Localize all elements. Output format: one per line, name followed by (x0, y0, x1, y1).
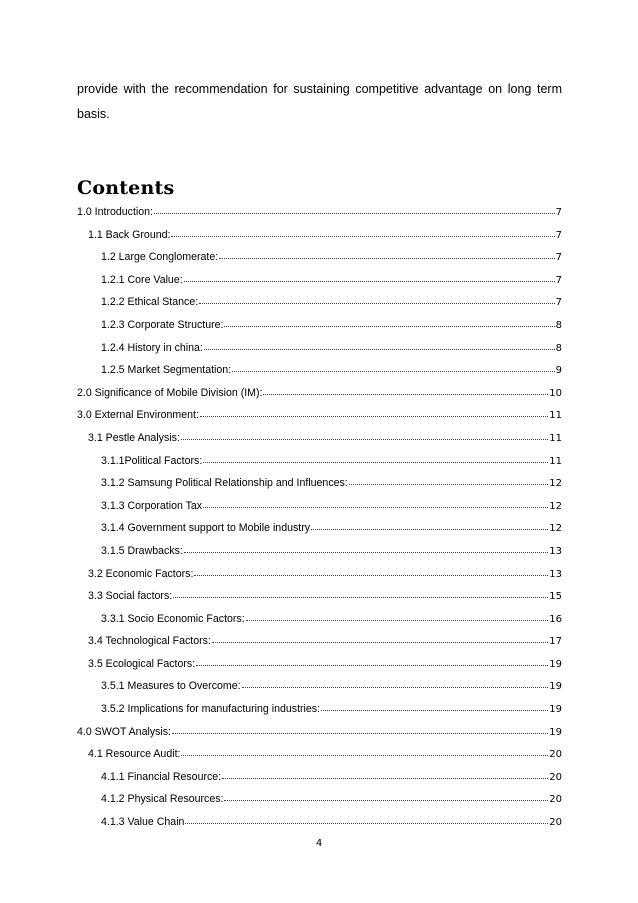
toc-entry-page: 19 (549, 658, 562, 670)
toc-dot-leader (349, 484, 549, 485)
toc-entry-label: 2.0 Significance of Mobile Division (IM): (77, 386, 263, 399)
toc-dot-leader (154, 213, 555, 214)
toc-entry-page: 17 (549, 636, 562, 648)
toc-dot-leader (224, 800, 548, 801)
toc-dot-leader (185, 823, 548, 824)
toc-entry-label: 3.3 Social factors: (88, 590, 173, 603)
toc-entry[interactable] (77, 251, 562, 274)
toc-entry-label: 3.4 Technological Factors: (88, 635, 211, 648)
toc-entry[interactable] (77, 319, 562, 342)
toc-entry[interactable] (77, 658, 562, 681)
toc-dot-leader (181, 755, 548, 756)
toc-entry[interactable] (77, 364, 562, 387)
toc-entry[interactable] (77, 296, 562, 319)
toc-entry-page: 7 (555, 207, 562, 218)
toc-entry-label: 1.0 Introduction: (77, 206, 153, 218)
toc-entry-label: 3.5 Ecological Factors: (88, 657, 196, 670)
toc-dot-leader (184, 281, 555, 282)
toc-dot-leader (204, 349, 555, 350)
toc-entry[interactable] (77, 680, 562, 703)
toc-entry-page: 19 (549, 704, 562, 716)
toc-dot-leader (263, 394, 548, 395)
toc-entry[interactable] (77, 522, 562, 545)
toc-entry[interactable] (77, 635, 562, 658)
toc-dot-leader (171, 236, 554, 237)
page-number: 4 (315, 838, 323, 849)
toc-entry-page: 12 (549, 523, 562, 535)
toc-entry[interactable] (77, 590, 562, 613)
toc-entry-label: 3.2 Economic Factors: (88, 567, 194, 580)
toc-dot-leader (194, 575, 548, 576)
toc-entry-label: 1.2.3 Corporate Structure: (101, 318, 224, 331)
toc-dot-leader (321, 710, 548, 711)
toc-entry-label: 4.0 SWOT Analysis: (77, 725, 172, 738)
toc-dot-leader (203, 462, 548, 463)
toc-dot-leader (224, 326, 554, 327)
toc-entry-page: 12 (549, 478, 562, 490)
toc-entry[interactable] (77, 545, 562, 568)
toc-entry-label: 1.2.5 Market Segmentation: (101, 364, 232, 377)
toc-entry-page: 11 (549, 432, 562, 444)
toc-dot-leader (173, 597, 548, 598)
toc-entry-page: 19 (549, 726, 562, 738)
toc-entry-label: 3.1.1Political Factors: (101, 454, 203, 467)
toc-entry-label: 3.5.1 Measures to Overcome: (101, 680, 241, 693)
toc-dot-leader (311, 529, 548, 530)
toc-entry-page: 7 (555, 297, 562, 309)
toc-entry[interactable] (77, 229, 562, 252)
toc-dot-leader (184, 552, 548, 553)
toc-entry[interactable] (77, 568, 562, 591)
toc-entry-page: 7 (555, 274, 562, 286)
toc-entry-page: 19 (549, 681, 562, 693)
toc-dot-leader (212, 642, 548, 643)
toc-entry[interactable] (77, 206, 562, 229)
toc-entry-page: 13 (549, 568, 562, 580)
toc-entry[interactable] (77, 793, 562, 816)
toc-dot-leader (203, 507, 548, 508)
intro-paragraph: provide with the recommendation for sustaining competitive advantage on long term basis. (77, 82, 562, 121)
toc-entry-page: 20 (549, 749, 562, 761)
toc-entry-label: 4.1.1 Financial Resource: (101, 770, 222, 783)
toc-dot-leader (181, 439, 548, 440)
toc-entry-page: 20 (549, 771, 562, 783)
toc-entry-page: 13 (549, 545, 562, 557)
toc-entry[interactable] (77, 771, 562, 794)
toc-entry[interactable] (77, 703, 562, 726)
toc-entry-page: 11 (549, 410, 562, 422)
toc-entry-label: 3.3.1 Socio Economic Factors: (101, 612, 245, 625)
toc-dot-leader (246, 620, 549, 621)
toc-dot-leader (219, 258, 554, 259)
toc-entry-page: 7 (555, 252, 562, 264)
toc-entry-label: 1.1 Back Ground: (88, 228, 171, 241)
toc-dot-leader (199, 303, 554, 304)
toc-entry-page: 12 (549, 500, 562, 512)
contents-heading: Contents (77, 177, 175, 199)
toc-entry-page: 8 (555, 319, 562, 331)
toc-entry-label: 3.1.3 Corporation Tax (101, 499, 203, 512)
toc-entry[interactable] (77, 455, 562, 478)
toc-entry[interactable] (77, 748, 562, 771)
toc-entry-label: 3.0 External Environment: (77, 409, 199, 422)
toc-entry[interactable] (77, 726, 562, 749)
toc-entry[interactable] (77, 409, 562, 432)
toc-entry[interactable] (77, 500, 562, 523)
toc-entry-page: 9 (555, 365, 562, 377)
toc-entry[interactable] (77, 432, 562, 455)
toc-entry[interactable] (77, 816, 562, 839)
toc-entry-label: 3.1.5 Drawbacks: (101, 544, 183, 557)
toc-entry-label: 3.5.2 Implications for manufacturing industries: (101, 703, 321, 716)
toc-entry-label: 1.2.1 Core Value: (101, 273, 183, 286)
toc-entry-page: 8 (555, 342, 562, 354)
toc-entry-label: 1.2.2 Ethical Stance: (101, 296, 199, 309)
toc-entry[interactable] (77, 613, 562, 636)
toc-entry-label: 4.1.2 Physical Resources: (101, 793, 224, 806)
toc-dot-leader (200, 416, 548, 417)
toc-dot-leader (196, 665, 548, 666)
toc-entry-page: 20 (549, 817, 562, 829)
toc-entry[interactable] (77, 477, 562, 500)
toc-dot-leader (242, 687, 549, 688)
toc-entry-label: 3.1.4 Government support to Mobile industry (101, 522, 311, 535)
toc-dot-leader (232, 371, 554, 372)
toc-dot-leader (172, 733, 548, 734)
toc-entry-label: 3.1 Pestle Analysis: (88, 431, 180, 444)
toc-entry[interactable] (77, 342, 562, 365)
toc-entry-page: 10 (549, 387, 562, 399)
toc-dot-leader (222, 778, 548, 779)
table-of-contents (77, 206, 562, 839)
toc-entry-page: 16 (549, 613, 562, 625)
toc-entry-page: 20 (549, 794, 562, 806)
toc-entry-label: 4.1.3 Value Chain (101, 816, 185, 829)
toc-entry-label: 1.2.4 History in china: (101, 341, 203, 354)
toc-entry-page: 11 (549, 455, 562, 467)
toc-entry-label: 4.1 Resource Audit: (88, 748, 181, 761)
toc-entry[interactable] (77, 387, 562, 410)
toc-entry-page: 15 (549, 591, 562, 603)
toc-entry-page: 7 (555, 229, 562, 241)
toc-entry-label: 1.2 Large Conglomerate: (101, 251, 219, 264)
toc-entry[interactable] (77, 274, 562, 297)
toc-entry-label: 3.1.2 Samsung Political Relationship and Influences: (101, 477, 348, 490)
